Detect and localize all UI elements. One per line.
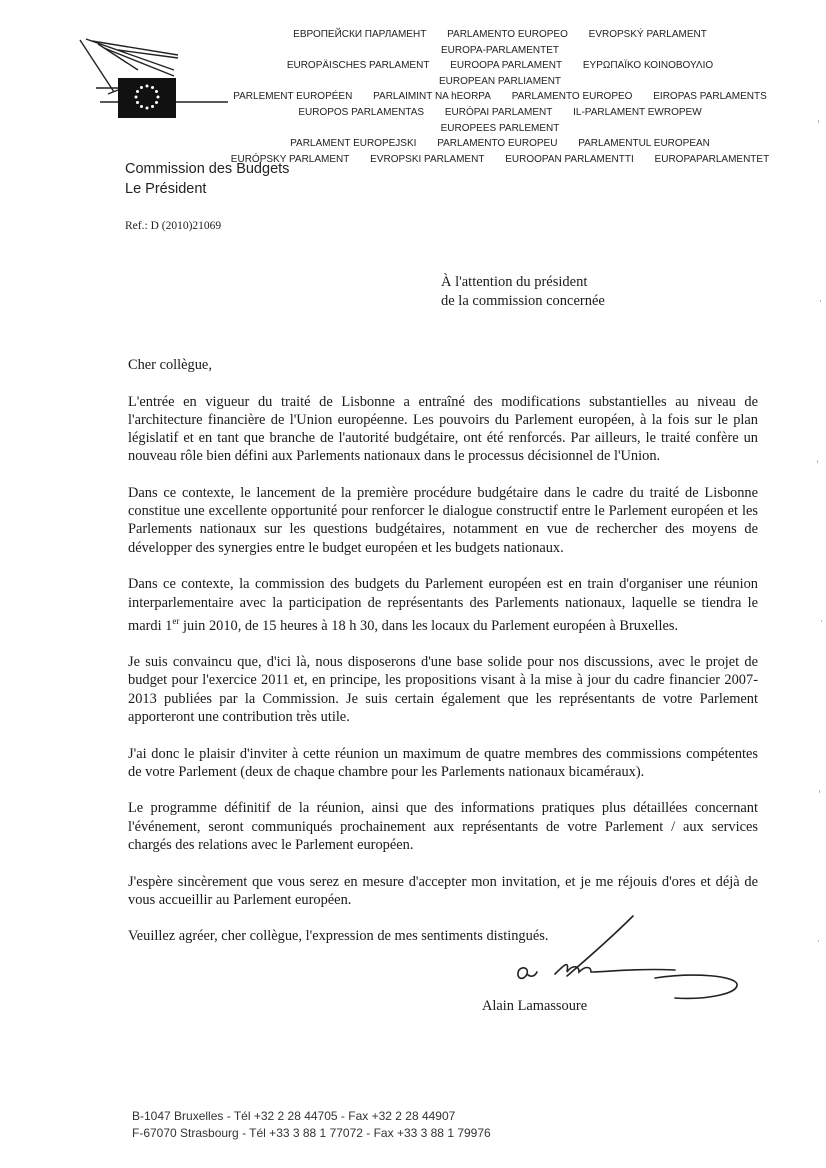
- paragraph: J'ai donc le plaisir d'inviter à cette réunion un maximum de quatre membres des commissions compétentes de votre Parlement (deux de chaque chambre pour les Parlements nationaux bicaméraux).: [128, 745, 758, 780]
- institution-name: EUROPOS PARLAMENTAS: [298, 106, 425, 118]
- addressee-block: [441, 273, 605, 311]
- institution-name: EURÓPSKY PARLAMENT: [230, 153, 350, 165]
- paragraph: L'entrée en vigueur du traité de Lisbonne a entraîné des modifications substantielles au niveau de l'architecture financière de l'Union européenne. Les pouvoirs du Parlement européen, à la fois sur le plan législatif et en tant que branche de l'autorité budgétaire, ont été renforcés. Par ailleurs, le traité confère un nouveau rôle bien défini aux Parlements nationaux dans le processus décisionnel de l'Union.: [128, 393, 758, 465]
- closing: Veuillez agréer, cher collègue, l'expression de mes sentiments distingués.: [128, 928, 549, 945]
- superscript: er: [172, 615, 180, 626]
- institution-name: PARLEMENT EUROPÉEN: [233, 91, 353, 103]
- institution-name: EVROPSKÝ PARLAMENT: [588, 29, 707, 40]
- institution-name: EUROPÄISCHES PARLAMENT: [286, 60, 430, 72]
- reference-label: Ref.:: [125, 220, 148, 232]
- institution-name: PARLAMENTO EUROPEU: [437, 138, 558, 150]
- paragraph: J'espère sincèrement que vous serez en mesure d'accepter mon invitation, et je me réjouis d'ores et déjà de vous accueillir au Parlement européen.: [128, 873, 758, 908]
- handwritten-signature: [505, 912, 745, 1004]
- footer-line: F-67070 Strasbourg - Tél +33 3 88 1 77072 - Fax +33 3 88 1 79976: [132, 1126, 491, 1140]
- reference-value: D (2010)21069: [150, 220, 222, 232]
- names-row: [220, 58, 780, 89]
- names-row: [220, 152, 780, 168]
- institution-name: EUROOPAN PARLAMENTTI: [505, 153, 634, 165]
- institution-name: ΕΥΡΩΠΑΪΚΟ ΚΟΙΝΟΒΟΥΛΙΟ: [582, 60, 714, 72]
- institution-name: PARLAMENTO EUROPEO: [447, 29, 568, 40]
- institution-name: EVROPSKI PARLAMENT: [370, 153, 485, 165]
- reference: [125, 220, 221, 232]
- institution-name: IL-PARLAMENT EWROPEW: [573, 106, 702, 118]
- institution-name: PARLAMENT EUROPEJSKI: [290, 138, 417, 150]
- eu-flag: [118, 78, 176, 118]
- sender-role: Le Président: [125, 181, 207, 197]
- names-row: [220, 89, 780, 105]
- footer-line: B-1047 Bruxelles - Tél +32 2 28 44705 - Fax +32 2 28 44907: [132, 1109, 456, 1123]
- names-row: [220, 27, 780, 58]
- institution-name: PARLAMENTUL EUROPEAN: [578, 138, 710, 150]
- salutation: Cher collègue,: [128, 357, 212, 373]
- institution-name: PARLAMENTO EUROPEO: [511, 91, 633, 103]
- institution-name: EUROPA-PARLAMENTET: [441, 44, 559, 56]
- names-row: [220, 136, 780, 152]
- institution-name: EUROPEES PARLEMENT: [440, 122, 560, 134]
- signer-name: Alain Lamassoure: [482, 998, 588, 1014]
- paragraph: Je suis convaincu que, d'ici là, nous disposerons d'une base solide pour nos discussions, avec le projet de budget pour l'exercice 2011 et, en principe, les propositions visant à la mise à jour du cadre financier 2007-2013 publiées par la Commission. Je suis certain également que les représentants de votre Parlement apporteront une contribution très utile.: [128, 654, 758, 725]
- institution-names: [220, 27, 780, 167]
- european-parliament-logo: [78, 30, 238, 125]
- footer-contact: [132, 1108, 491, 1142]
- institution-name: EUROOPA PARLAMENT: [450, 60, 563, 72]
- institution-name: EIROPAS PARLAMENTS: [653, 91, 767, 103]
- paragraph: Le programme définitif de la réunion, ainsi que des informations pratiques plus détaillées concernant l'événement, seront communiqués prochainement aux représentants de votre Parlement / aux services chargés des relations avec le Parlement européen.: [128, 800, 758, 853]
- institution-name: PARLAIMINT NA hEORPA: [373, 91, 491, 103]
- sender-block: [125, 159, 289, 199]
- letter-body: [128, 356, 758, 964]
- paragraph-text: juin 2010, de 15 heures à 18 h 30, dans les locaux du Parlement européen à Bruxelles.: [179, 617, 679, 634]
- paragraph: [128, 575, 758, 634]
- sender-committee: Commission des Budgets: [125, 161, 290, 177]
- institution-name: ЕВРОПЕЙСКИ ПАРЛАМЕНТ: [293, 29, 427, 40]
- addressee-line: À l'attention du président: [441, 274, 588, 290]
- paragraph-text: Dans ce contexte, la commission des budgets du Parlement européen est en train d'organiser une réunion interparlementaire avec la participation de représentants des Parlements nationaux, laquelle se tiendra le mardi 1: [128, 576, 758, 634]
- paragraph: Dans ce contexte, le lancement de la première procédure budgétaire dans le cadre du traité de Lisbonne constitue une excellente opportunité pour renforcer le dialogue constructif entre le Parlement européen et les Parlements nationaux sur les questions budgétaires, notamment en vue de rechercher des moyens de développer des synergies entre le budget européen et les budgets nationaux.: [128, 485, 758, 556]
- institution-name: EUROPAPARLAMENTET: [654, 153, 770, 165]
- institution-name: EUROPEAN PARLIAMENT: [438, 75, 562, 87]
- scan-edge-artifact: [812, 0, 826, 1168]
- institution-name: EURÓPAI PARLAMENT: [444, 106, 553, 118]
- addressee-line: de la commission concernée: [441, 293, 605, 309]
- names-row: [220, 105, 780, 136]
